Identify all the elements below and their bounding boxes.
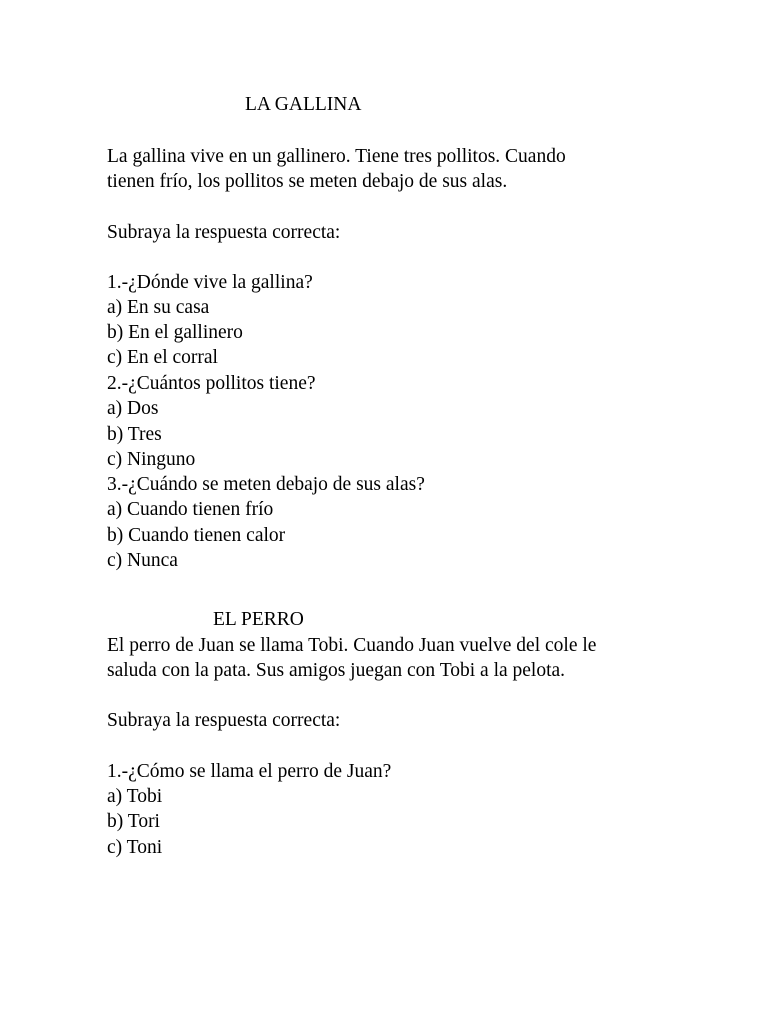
answer-option: c) En el corral <box>107 347 218 368</box>
answer-option: c) Nunca <box>107 550 178 571</box>
paragraph-line: El perro de Juan se llama Tobi. Cuando Juan vuelve del cole le <box>107 635 597 656</box>
section-title-gallina: LA GALLINA <box>245 94 362 115</box>
answer-option: a) En su casa <box>107 297 210 318</box>
instruction-text: Subraya la respuesta correcta: <box>107 222 341 243</box>
answer-option: c) Toni <box>107 837 163 858</box>
answer-option: b) Cuando tienen calor <box>107 525 286 546</box>
paragraph-line: La gallina vive en un gallinero. Tiene tres pollitos. Cuando <box>107 146 566 167</box>
paragraph-line: saluda con la pata. Sus amigos juegan con Tobi a la pelota. <box>107 660 566 681</box>
instruction-text: Subraya la respuesta correcta: <box>107 710 341 731</box>
paragraph-line: tienen frío, los pollitos se meten debajo de sus alas. <box>107 171 508 192</box>
section-title-perro: EL PERRO <box>213 609 304 630</box>
question-text: 1.-¿Cómo se llama el perro de Juan? <box>107 761 392 782</box>
answer-option: a) Dos <box>107 398 159 419</box>
question-text: 1.-¿Dónde vive la gallina? <box>107 272 313 293</box>
answer-option: b) Tres <box>107 424 162 445</box>
answer-option: a) Cuando tienen frío <box>107 499 274 520</box>
answer-option: b) Tori <box>107 811 160 832</box>
question-text: 2.-¿Cuántos pollitos tiene? <box>107 373 316 394</box>
answer-option: a) Tobi <box>107 786 163 807</box>
question-text: 3.-¿Cuándo se meten debajo de sus alas? <box>107 474 425 495</box>
answer-option: c) Ninguno <box>107 449 196 470</box>
answer-option: b) En el gallinero <box>107 322 243 343</box>
